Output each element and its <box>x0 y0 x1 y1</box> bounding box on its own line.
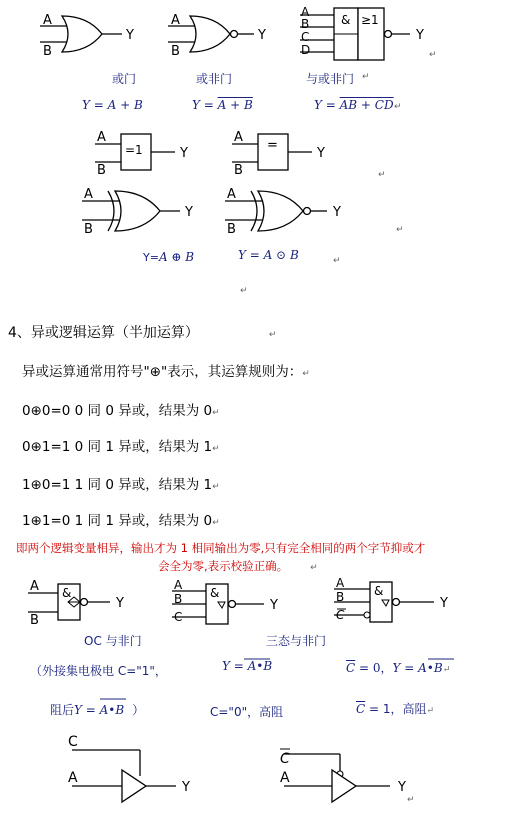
section-intro <box>22 360 310 380</box>
section-intro-text: 异或运算通常用符号"⊕"表示，其运算规则为： <box>22 364 303 380</box>
buffer2-input-a: A <box>280 770 290 786</box>
xnor-box-symbol: = <box>267 138 278 153</box>
tristate-buffer-active-low-symbol <box>274 730 424 805</box>
return-mark: ↵ <box>429 50 437 60</box>
oc-note-end-text: 阻后 <box>50 703 75 717</box>
return-mark: ↵ <box>212 444 220 454</box>
return-mark: ↵ <box>426 706 435 716</box>
aoi-output-y: Y <box>416 28 424 43</box>
note-line-2 <box>158 558 318 574</box>
xor-box-input-a: A <box>97 130 106 145</box>
nand-formula-2: Y = A•B <box>74 703 125 717</box>
tri2-and-symbol: & <box>374 584 384 598</box>
return-mark: ↵ <box>212 518 220 528</box>
cbar-zero-text: = 0， <box>355 661 393 675</box>
xor-box-symbol: =1 <box>125 143 143 157</box>
oc-note-start: （外接集电极电 C="1"， <box>30 664 167 678</box>
cbar-one-formula <box>356 700 434 717</box>
tri2-input-c-bar: C <box>336 608 345 622</box>
xnor-box-input-b: B <box>234 163 243 178</box>
overline-mark <box>100 697 130 701</box>
buffer-output-y: Y <box>182 780 190 795</box>
aoi-input-c: C <box>301 30 310 44</box>
tri1-input-c: C <box>174 610 183 624</box>
xor-input-a: A <box>84 187 93 202</box>
tristate-buffer-symbol <box>62 730 212 805</box>
nor-formula-lhs: Y = <box>192 98 218 112</box>
oc-input-b: B <box>30 613 39 628</box>
aoi-formula-lhs: Y = <box>314 98 340 112</box>
tristate-gate-caption: 三态与非门 <box>266 634 327 648</box>
nor-formula-rhs: A + B <box>217 98 253 112</box>
aoi-input-b: B <box>301 17 310 31</box>
xor-box-gate-symbol <box>95 128 205 178</box>
tri2-output-y: Y <box>440 596 448 611</box>
tri2-input-b: B <box>336 590 345 604</box>
note-line-2-text: 会全为零,表示校验正确。 <box>158 559 289 573</box>
tri1-output-y: Y <box>270 598 278 613</box>
aoi-input-d: D <box>301 43 311 57</box>
cbar-zero-c: $\overline{C}$ <box>346 661 356 675</box>
overline-mark <box>428 657 458 661</box>
or-output-y: Y <box>126 28 134 43</box>
xnor-box-input-a: A <box>234 130 243 145</box>
tristate-nand-gate-active-low-symbol <box>334 578 464 630</box>
return-mark: ↵ <box>268 330 277 340</box>
xor-box-output-y: Y <box>180 146 188 161</box>
or-gate-caption: 或门 <box>112 72 137 86</box>
return-mark: ↵ <box>333 256 341 266</box>
return-mark: ↵ <box>310 563 318 573</box>
xor-output-y: Y <box>185 205 193 220</box>
rule-text: 1⊕0=1 1 同 0 异或，结果为 1 <box>22 477 213 493</box>
or-input-b: B <box>43 44 52 59</box>
aoi-formula-rhs: AB + CD <box>339 98 394 112</box>
overline-mark <box>244 657 274 661</box>
xnor-output-y: Y <box>333 205 341 220</box>
note-line-1: 即两个逻辑变量相异，输出才为 1 相同输出为零,只有完全相同的两个字节抑或才 <box>16 541 426 555</box>
return-mark: ↵ <box>396 225 404 235</box>
tri2-input-a: A <box>336 578 345 590</box>
buffer2-output-y: Y <box>398 780 406 795</box>
return-mark: ↵ <box>362 72 370 82</box>
rule-line <box>22 435 220 455</box>
rule-text: 1⊕1=0 1 同 1 异或，结果为 0 <box>22 513 213 529</box>
return-mark: ↵ <box>442 665 451 675</box>
xor-formula <box>143 250 194 264</box>
or-input-a: A <box>43 13 52 28</box>
tri1-input-b: B <box>174 592 183 606</box>
or-gate-symbol <box>40 10 140 60</box>
cbar-one-c: $\overline{C}$ <box>356 702 366 716</box>
aoi-or-symbol: ≥1 <box>361 13 379 27</box>
aoi-input-a: A <box>301 6 310 19</box>
section-heading-text: 4、异或逻辑运算（半加运算） <box>8 325 199 341</box>
nor-gate-symbol <box>168 10 273 60</box>
xnor-formula: Y = A ⊙ B <box>238 248 299 262</box>
xor-formula-body: A ⊕ B <box>158 250 195 264</box>
section-heading <box>8 322 276 342</box>
return-mark: ↵ <box>212 482 220 492</box>
cbar-zero-formula <box>346 659 450 676</box>
return-mark: ↵ <box>407 795 415 805</box>
rule-text: 0⊕0=0 0 同 0 异或，结果为 0 <box>22 403 213 419</box>
xnor-input-a: A <box>227 187 236 202</box>
rule-line <box>22 509 220 529</box>
tri1-and-symbol: & <box>210 586 220 600</box>
or-formula <box>82 98 143 112</box>
cbar-zero-nand: Y = A•B <box>392 661 443 675</box>
aoi-formula <box>314 98 394 112</box>
oc-note-close: ） <box>132 703 145 717</box>
rule-line <box>22 473 220 493</box>
xor-input-b: B <box>84 222 93 236</box>
rule-line <box>22 399 220 419</box>
xor-box-input-b: B <box>97 163 106 178</box>
xnor-box-gate-symbol <box>232 128 342 178</box>
tristate-nand-gate-symbol <box>172 580 292 630</box>
oc-output-y: Y <box>116 596 124 611</box>
oc-input-a: A <box>30 579 39 594</box>
oc-nand-gate-symbol <box>28 578 138 628</box>
c-zero-high-z: C="0"，高阻 <box>210 705 284 719</box>
rule-text: 0⊕1=1 0 同 1 异或，结果为 1 <box>22 439 213 455</box>
buffer-input-a: A <box>68 770 78 786</box>
xnor-input-b: B <box>227 222 236 236</box>
nand-formula-1: Y = A•B <box>222 659 273 673</box>
or-formula-rhs: A + B <box>107 98 143 112</box>
nor-formula <box>192 98 253 112</box>
xnor-gate-symbol <box>225 186 355 236</box>
aoi-and-symbol: & <box>341 13 351 27</box>
xnor-box-output-y: Y <box>317 146 325 161</box>
nor-input-a: A <box>171 13 180 28</box>
nor-output-y: Y <box>258 28 266 43</box>
nor-gate-caption: 或非门 <box>196 72 233 86</box>
cbar-one-text: = 1，高阻 <box>365 702 427 716</box>
aoi-gate-caption: 与或非门 <box>306 72 355 86</box>
buffer-control-c: C <box>68 734 78 750</box>
oc-and-symbol: & <box>62 586 72 600</box>
tri1-input-a: A <box>174 580 183 592</box>
xor-gate-symbol <box>82 186 207 236</box>
aoi-gate-symbol <box>298 6 438 64</box>
return-mark: ↵ <box>302 369 310 379</box>
return-mark: ↵ <box>240 286 248 296</box>
nor-input-b: B <box>171 44 180 59</box>
or-formula-lhs: Y = <box>82 98 108 112</box>
buffer2-control-c-bar: C <box>280 751 290 767</box>
return-mark: ↵ <box>394 102 402 112</box>
xor-formula-prefix: Y= <box>143 251 159 264</box>
return-mark: ↵ <box>378 170 386 180</box>
oc-gate-caption: OC 与非门 <box>84 634 142 648</box>
return-mark: ↵ <box>212 408 220 418</box>
oc-note-end <box>50 701 144 718</box>
